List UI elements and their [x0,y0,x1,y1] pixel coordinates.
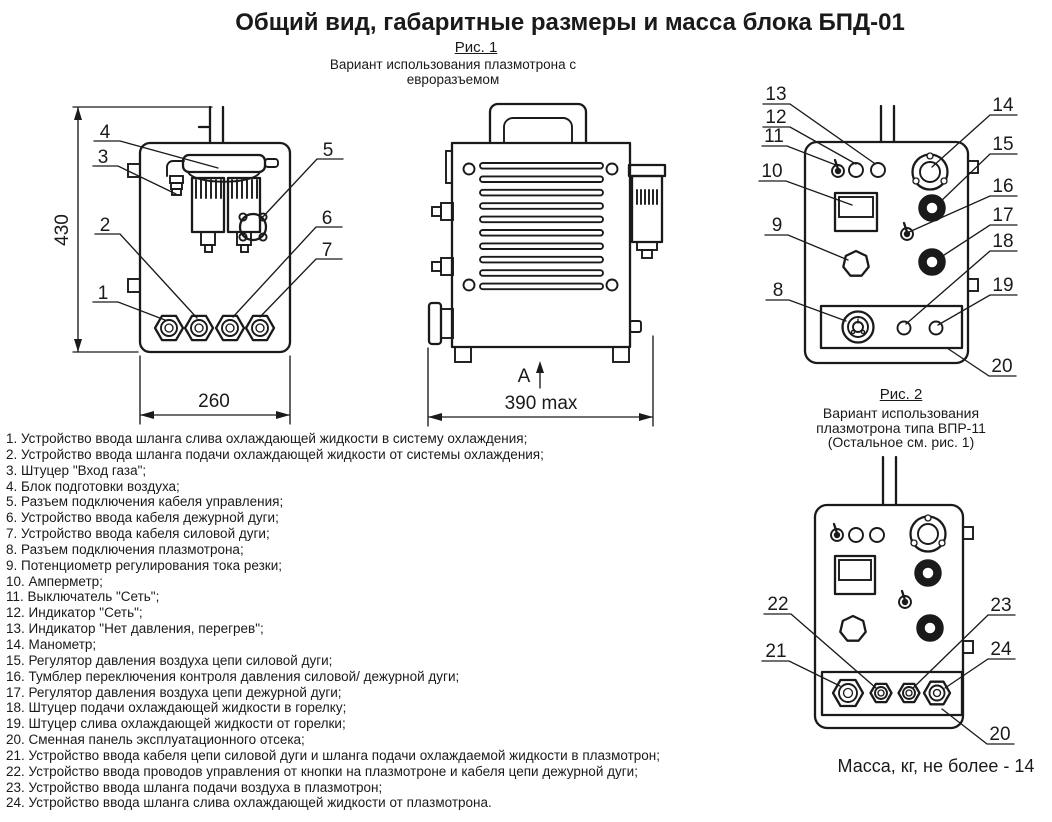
grille-screw [607,164,618,175]
legend-item: 1. Устройство ввода шланга слива охлаждающей жидкости в систему охлаждения; [6,431,528,446]
cable-glands-row [155,316,274,340]
dim-depth-label: 390 max [504,393,578,414]
callout-9: 9 [771,215,783,236]
legend-item: 3. Штуцер "Вход газа"; [6,462,147,478]
callout-1: 1 [97,283,109,304]
grille-screw [464,164,475,175]
dimension-width-260 [140,356,290,424]
legend-item: 11. Выключатель "Сеть"; [6,589,160,605]
mains-switch-2 [831,524,843,541]
fig1-caption: Рис. 1 [454,39,498,56]
legend-item: 9. Потенциометр регулирования тока резки; [6,557,283,573]
regulator-power-arc-2 [919,564,938,583]
fig2-subcaption-line2: плазмотрона типа ВПР-11 [816,419,986,436]
view-label: A [517,366,531,387]
page-title: Общий вид, габаритные размеры и масса блока БПД-01 [235,9,905,36]
pressure-select-toggle-2 [899,591,911,608]
legend-item: 23. Устройство ввода шланга подачи воздуха в плазмотрон; [6,779,383,795]
callout-17: 17 [992,205,1014,226]
regulator-pilot-arc [923,253,942,272]
callout-20b: 20 [989,724,1011,745]
fig1-subcaption: Вариант использования плазмотрона с евроразъемом [329,57,577,87]
regulator-pilot-arc-2 [921,619,940,638]
fig2-subcaption-line3: (Остальное см. рис. 1) [827,434,975,451]
fig2-front-panel-drawing [745,450,1052,760]
indicator-mains-2 [849,528,863,542]
unit-body-front [805,106,978,363]
legend-item: 19. Штуцер слива охлаждающей жидкости от горелки; [6,716,346,732]
callout-14: 14 [992,95,1014,116]
indicator-no-pressure-2 [870,528,884,542]
legend-item: 20. Сменная панель эксплуатационного отсека; [6,732,305,748]
indicator-no-pressure [871,163,885,177]
callout-7: 7 [321,240,333,261]
legend-item: 8. Разъем подключения плазмотрона; [6,541,244,557]
coolant-supply-fitting [898,322,911,335]
callout-6: 6 [321,208,333,229]
callout-20: 20 [991,356,1013,377]
fig1-rear-view-drawing [40,85,410,430]
air-preparation-unit [183,155,278,252]
callout-4: 4 [99,122,111,143]
legend-list [6,431,726,811]
mains-switch [832,160,844,177]
legend-item: 14. Манометр; [6,636,97,652]
callout-12: 12 [765,107,787,128]
callout-5: 5 [322,140,334,161]
fig1-side-view-drawing [410,95,680,430]
fig2-callouts [762,594,1015,745]
callout-3: 3 [97,147,109,168]
legend-item: 5. Разъем подключения кабеля управления; [6,494,284,510]
service-panel [821,306,962,348]
legend-item: 17. Регулятор давления воздуха цепи дежурной дуги; [6,684,342,700]
callout-22: 22 [767,594,789,615]
legend-item: 24. Устройство ввода шланга слива охлаждающей жидкости от плазмотрона. [6,795,492,811]
legend-item: 2. Устройство ввода шланга подачи охлаждающей жидкости от системы охлаждения; [6,446,544,462]
regulator-power-arc [923,199,942,218]
callout-18: 18 [992,231,1014,252]
indicator-mains [849,163,863,177]
current-potentiometer-2 [840,616,865,641]
gas-inlet-fitting [167,161,184,195]
callout-8: 8 [772,280,784,301]
legend-item: 18. Штуцер подачи охлаждающей жидкости в горелку; [6,700,347,716]
view-arrow-a [518,361,544,388]
callout-19: 19 [992,275,1014,296]
plasmatron-connector [843,312,874,343]
manometer-2 [911,515,946,552]
mass-note: Масса, кг, не более - 14 [837,756,1035,776]
callout-13: 13 [765,84,787,105]
front-panel-callouts [759,84,1017,377]
legend-item: 13. Индикатор "Нет давления, перегрев"; [6,621,264,637]
legend-item: 21. Устройство ввода кабеля цепи силовой дуги и шланга подачи охлаждаемой жидкости в плазмотрон; [6,747,660,763]
rear-view-callouts [93,122,343,320]
fig2-caption: Рис. 2 [879,386,923,403]
ammeter-2 [835,556,875,594]
grille-screw [607,280,618,291]
service-panel-2 [822,672,962,715]
callout-11: 11 [764,126,784,147]
legend-item: 22. Устройство ввода проводов управления от кнопки на плазмотроне и кабеля цепи дежурной дуги; [6,763,638,779]
dim-height-label: 430 [52,214,73,246]
fig1-front-panel-drawing [745,85,1052,385]
fig2-caption-block [795,388,1007,450]
callout-23: 23 [990,595,1012,616]
legend-item: 7. Устройство ввода кабеля силовой дуги; [6,526,270,542]
legend-item: 6. Устройство ввода кабеля дежурной дуги; [6,510,279,526]
legend-item: 4. Блок подготовки воздуха; [6,478,180,494]
callout-21: 21 [765,641,787,662]
callout-10: 10 [761,161,783,182]
callout-15: 15 [992,134,1014,155]
dim-width-label: 260 [198,391,230,412]
unit-body-front-2 [815,457,973,728]
fig2-subcaption-line1: Вариант использования [822,404,980,421]
vent-grille [464,163,618,291]
callout-24: 24 [990,639,1012,660]
callout-2: 2 [99,215,111,236]
current-potentiometer [843,251,868,276]
legend-item: 15. Регулятор давления воздуха цепи силовой дуги; [6,652,333,668]
ammeter [835,193,877,231]
legend-item: 12. Индикатор "Сеть"; [6,605,143,621]
legend-item: 16. Тумблер переключения контроля давления силовой/ дежурной дуги; [6,668,460,684]
legend-item: 10. Амперметр; [6,573,103,589]
grille-screw [464,280,475,291]
callout-16: 16 [992,176,1014,197]
side-filter-unit [629,165,665,258]
side-connector-bosses [429,203,641,344]
